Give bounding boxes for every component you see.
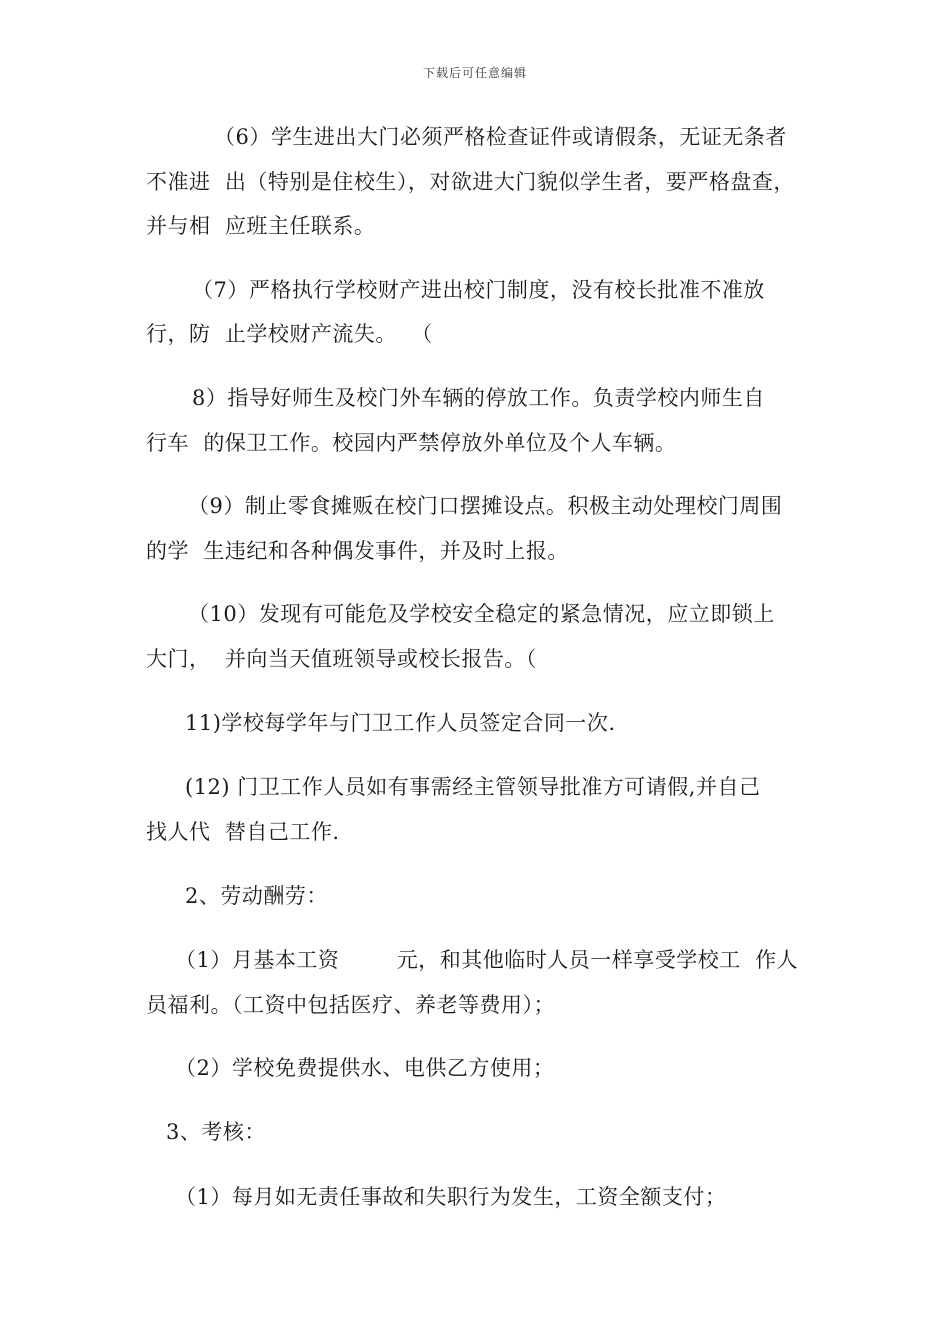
section-heading: 2、劳动酬劳： (185, 884, 328, 908)
text-line: （10）发现有可能危及学校安全稳定的紧急情况，应立即锁上 (188, 602, 775, 626)
text-line: 8）指导好师生及校门外车辆的停放工作。负责学校内师生自 (192, 386, 765, 410)
text-line: 员福利。（工资中包括医疗、养老等费用）； (146, 993, 555, 1017)
text-line: （2）学校免费提供水、电供乙方使用； (175, 1056, 555, 1080)
text-line: （6）学生进出大门必须严格检查证件或请假条，无证无条者 (214, 125, 787, 149)
text-line: 并与相 应班主任联系。 (146, 214, 376, 238)
section-heading: 3、考核： (166, 1120, 266, 1144)
text-line: （7）严格执行学校财产进出校门制度，没有校长批准不准放 (192, 278, 765, 302)
text-line: 行，防 止学校财产流失。 （ (146, 322, 433, 346)
text-line: （1）月基本工资 元，和其他临时人员一样享受学校工 作人 (175, 948, 799, 972)
text-line: 不准进 出（特别是住校生），对欲进大门貌似学生者，要严格盘查， (146, 170, 795, 194)
text-line: 大门， 并向当天值班领导或校长报告。（ (146, 647, 537, 671)
text-line: （1）每月如无责任事故和失职行为发生，工资全额支付； (175, 1185, 727, 1209)
page-header: 下载后可任意编辑 (422, 66, 527, 80)
text-line: 11)学校每学年与门卫工作人员签定合同一次. (185, 711, 616, 735)
text-line: 的学 生违纪和各种偶发事件，并及时上报。 (146, 539, 569, 563)
text-line: 行车 的保卫工作。校园内严禁停放外单位及个人车辆。 (146, 431, 677, 455)
text-line: 找人代 替自己工作. (146, 820, 340, 844)
text-line: (12) 门卫工作人员如有事需经主管领导批准方可请假,并自己 (185, 775, 761, 799)
text-line: （9）制止零食摊贩在校门口摆摊设点。积极主动处理校门周围 (188, 494, 783, 518)
